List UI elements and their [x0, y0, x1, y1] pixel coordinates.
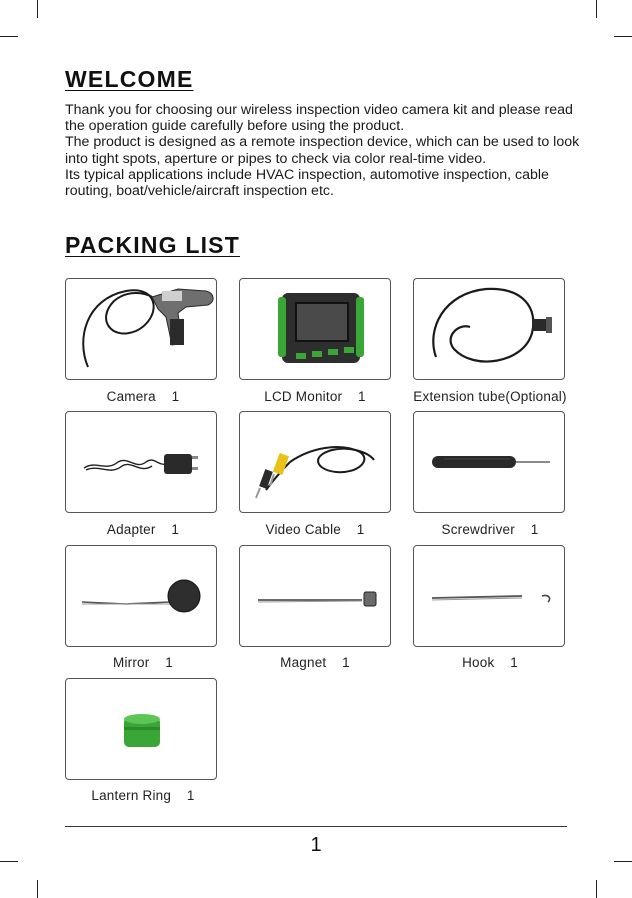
item-label: Adapter 1 — [106, 522, 180, 537]
page-number: 1 — [310, 834, 322, 856]
video-cable-icon — [240, 412, 391, 513]
welcome-heading: WELCOME — [65, 66, 194, 92]
crop-mark — [596, 0, 597, 18]
footer-divider — [65, 826, 567, 827]
crop-mark — [37, 880, 38, 898]
item-box-lantern-ring — [65, 678, 217, 780]
item-box-screwdriver — [413, 411, 565, 513]
crop-mark — [0, 36, 18, 37]
intro-paragraph: Thank you for choosing our wireless inspection video camera kit and please read the operation guide carefully before using the product. — [65, 102, 573, 135]
item-box-hook — [413, 545, 565, 647]
item-label: LCD Monitor 1 — [264, 389, 366, 404]
item-label: Lantern Ring 1 — [91, 788, 195, 803]
power-adapter-icon — [66, 412, 217, 513]
crop-mark — [0, 861, 18, 862]
item-box-magnet — [239, 545, 391, 647]
item-box-video-cable — [239, 411, 391, 513]
hook-tool-icon — [414, 546, 565, 647]
packing-list-heading: PACKING LIST — [65, 232, 240, 258]
crop-mark — [596, 880, 597, 898]
magnet-tool-icon — [240, 546, 391, 647]
item-label: Video Cable 1 — [265, 522, 365, 537]
item-label: Magnet 1 — [280, 655, 350, 670]
item-box-mirror — [65, 545, 217, 647]
item-box-adapter — [65, 411, 217, 513]
extension-tube-icon — [414, 279, 565, 380]
crop-mark — [614, 36, 632, 37]
item-label: Extension tube(Optional) — [413, 389, 567, 404]
lcd-monitor-icon — [240, 279, 391, 380]
intro-paragraph: The product is designed as a remote inspection device, which can be used to look into tight spots, aperture or pipes to check via color real-time video. — [65, 134, 580, 167]
mirror-tool-icon — [66, 546, 217, 647]
item-box-camera — [65, 278, 217, 380]
item-label: Screwdriver 1 — [441, 522, 539, 537]
crop-mark — [37, 0, 38, 18]
lantern-ring-icon — [66, 679, 217, 780]
intro-paragraph: Its typical applications include HVAC inspection, automotive inspection, cable routing, boat/vehicle/aircraft inspection etc. — [65, 166, 549, 200]
inspection-camera-icon — [66, 279, 217, 380]
item-box-extension-tube — [413, 278, 565, 380]
item-label: Camera 1 — [106, 389, 180, 404]
screwdriver-icon — [414, 412, 565, 513]
intro-text — [65, 102, 585, 199]
item-box-lcd-monitor — [239, 278, 391, 380]
item-label: Hook 1 — [462, 655, 518, 670]
item-label: Mirror 1 — [113, 655, 173, 670]
crop-mark — [614, 861, 632, 862]
